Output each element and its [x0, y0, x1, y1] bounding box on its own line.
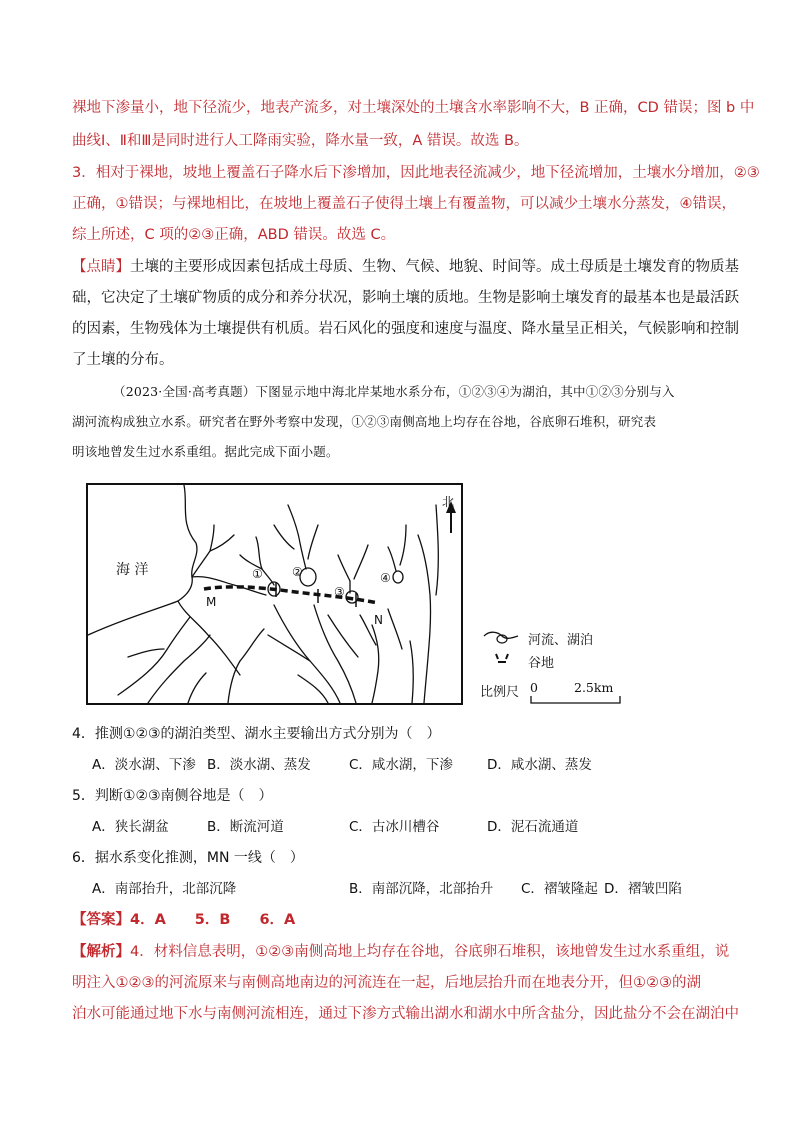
q3-analysis-line: 正确，①错误；与裸地相比，在坡地上覆盖石子使得土壤上有覆盖物，可以减少土壤水分蒸发，④错误， [72, 196, 736, 212]
river-map [88, 485, 461, 703]
lake-label-1: ① [252, 567, 263, 581]
river [436, 505, 438, 595]
dianjing-line: 的因素，生物残体为土壤提供有机质。岩石风化的强度和速度与温度、降水量呈正相关，气候影响和控制 [72, 321, 739, 337]
river [338, 555, 350, 581]
north-label: 北 [442, 495, 455, 509]
lake-4 [393, 571, 403, 583]
scale-label: 比例尺 [480, 685, 520, 700]
sea-label: 海 洋 [116, 562, 149, 578]
scale-bar [530, 696, 622, 706]
scale-max: 2.5km [574, 680, 614, 695]
river [274, 525, 294, 549]
question-5-option-a: A．狭长湖盆 [92, 819, 169, 835]
river [372, 625, 379, 703]
question-6-option-d: D．褶皱凹陷 [604, 881, 682, 897]
river [118, 617, 190, 695]
question-6-option-a: A．南部抬升，北部沉降 [92, 881, 237, 897]
valley-line-mn [204, 587, 378, 603]
river [418, 535, 431, 703]
jiexi-text: 4．材料信息表明，①②③南侧高地上均存在谷地，谷底卵石堆积，该地曾发生过水系重组，说 [130, 944, 730, 960]
river [308, 525, 318, 559]
intro-line: 明该地曾发生过水系重组。据此完成下面小题。 [72, 444, 339, 459]
intro-line: 湖河流构成独立水系。研究者在野外考察中发现，①②③南侧高地上均存在谷地，谷底卵石堆积，研究表 [72, 414, 657, 429]
intro-line: （2023·全国·高考真题）下图显示地中海北岸某地水系分布，①②③④为湖泊，其中①②③分别与入 [113, 384, 675, 399]
river [256, 537, 262, 569]
analysis-line: 裸地下渗量小，地下径流少，地表产流多，对土壤深处的土壤含水率影响不大，B 正确，CD 错误；图 b 中 [72, 100, 755, 116]
question-4-stem: 4．推测①②③的湖泊类型、湖水主要输出方式分别为（ ） [72, 726, 441, 742]
question-6-option-c: C．褶皱隆起 [521, 881, 598, 897]
map-figure [86, 483, 463, 705]
question-5-option-b: B．断流河道 [207, 819, 284, 835]
jiexi-line: 明注入①②③的河流原来与南侧高地南边的河流连在一起，后地层抬升而在地表分开，但①②③的湖 [72, 975, 701, 991]
legend-valley: 谷地 [528, 656, 555, 671]
answer-tag: 【答案】 [72, 912, 130, 928]
dianjing-line [72, 257, 739, 277]
lake-label-3: ③ [334, 585, 345, 599]
lake-label-4: ④ [380, 571, 391, 585]
river [410, 641, 413, 703]
river [240, 629, 264, 661]
river [148, 635, 210, 703]
question-4-option-b: B．淡水湖、蒸发 [207, 757, 311, 773]
dianjing-line: 了土壤的分布。 [72, 352, 174, 368]
question-6-stem: 6．据水系变化推测，MN 一线（ ） [72, 850, 304, 866]
point-n-label: N [374, 613, 383, 627]
dianjing-tag: 【点睛】 [72, 259, 130, 275]
river [128, 649, 164, 657]
river [288, 505, 306, 569]
legend-river-lake: 河流、湖泊 [528, 633, 594, 648]
question-4-option-d: D．咸水湖、蒸发 [487, 757, 592, 773]
river [188, 673, 206, 703]
jiexi-tag: 【解析】 [72, 944, 130, 960]
question-6-option-b: B．南部沉降，北部抬升 [349, 881, 494, 897]
river [388, 609, 402, 649]
legend-symbols [480, 628, 520, 672]
analysis-line: 曲线Ⅰ、Ⅱ和Ⅲ是同时进行人工降雨实验，降水量一致，A 错误。故选 B。 [72, 133, 529, 149]
question-4-option-a: A．淡水湖、下渗 [92, 757, 196, 773]
river [388, 547, 396, 571]
river [354, 545, 368, 579]
river [314, 605, 356, 703]
river [400, 525, 406, 565]
q3-analysis-line: 3．相对于裸地，坡地上覆盖石子降水后下渗增加，因此地表径流减少，地下径流增加，土壤水分增加，②③ [72, 165, 760, 181]
point-m-label: M [206, 595, 217, 609]
river [178, 601, 240, 675]
jiexi-line [72, 942, 729, 962]
river [274, 605, 340, 703]
lake-label-2: ② [292, 565, 303, 579]
river [268, 635, 310, 661]
q3-analysis-line: 综上所述，C 项的②③正确，ABD 错误。故选 C。 [72, 227, 396, 243]
river [298, 675, 328, 703]
answer-line [72, 910, 295, 930]
dianjing-line: 础，它决定了土壤矿物质的成分和养分状况，影响土壤的质地。生物是影响土壤发育的最基本也是最活跃 [72, 290, 739, 306]
question-5-option-c: C．古冰川槽谷 [349, 819, 440, 835]
scale-zero: 0 [530, 680, 538, 695]
river [210, 535, 234, 551]
answer-text: 4．A 5．B 6．A [130, 912, 296, 928]
question-5-option-d: D．泥石流通道 [487, 819, 579, 835]
jiexi-line: 泊水可能通过地下水与南侧河流相连，通过下渗方式输出湖水和湖水中所含盐分，因此盐分不会在湖泊中 [72, 1006, 739, 1022]
valley-symbol [496, 654, 508, 662]
question-5-stem: 5．判断①②③南侧谷地是（ ） [72, 788, 273, 804]
dianjing-text: 土壤的主要形成因素包括成土母质、生物、气候、地貌、时间等。成土母质是土壤发育的物质基 [130, 259, 739, 275]
question-4-option-c: C．咸水湖，下渗 [349, 757, 453, 773]
